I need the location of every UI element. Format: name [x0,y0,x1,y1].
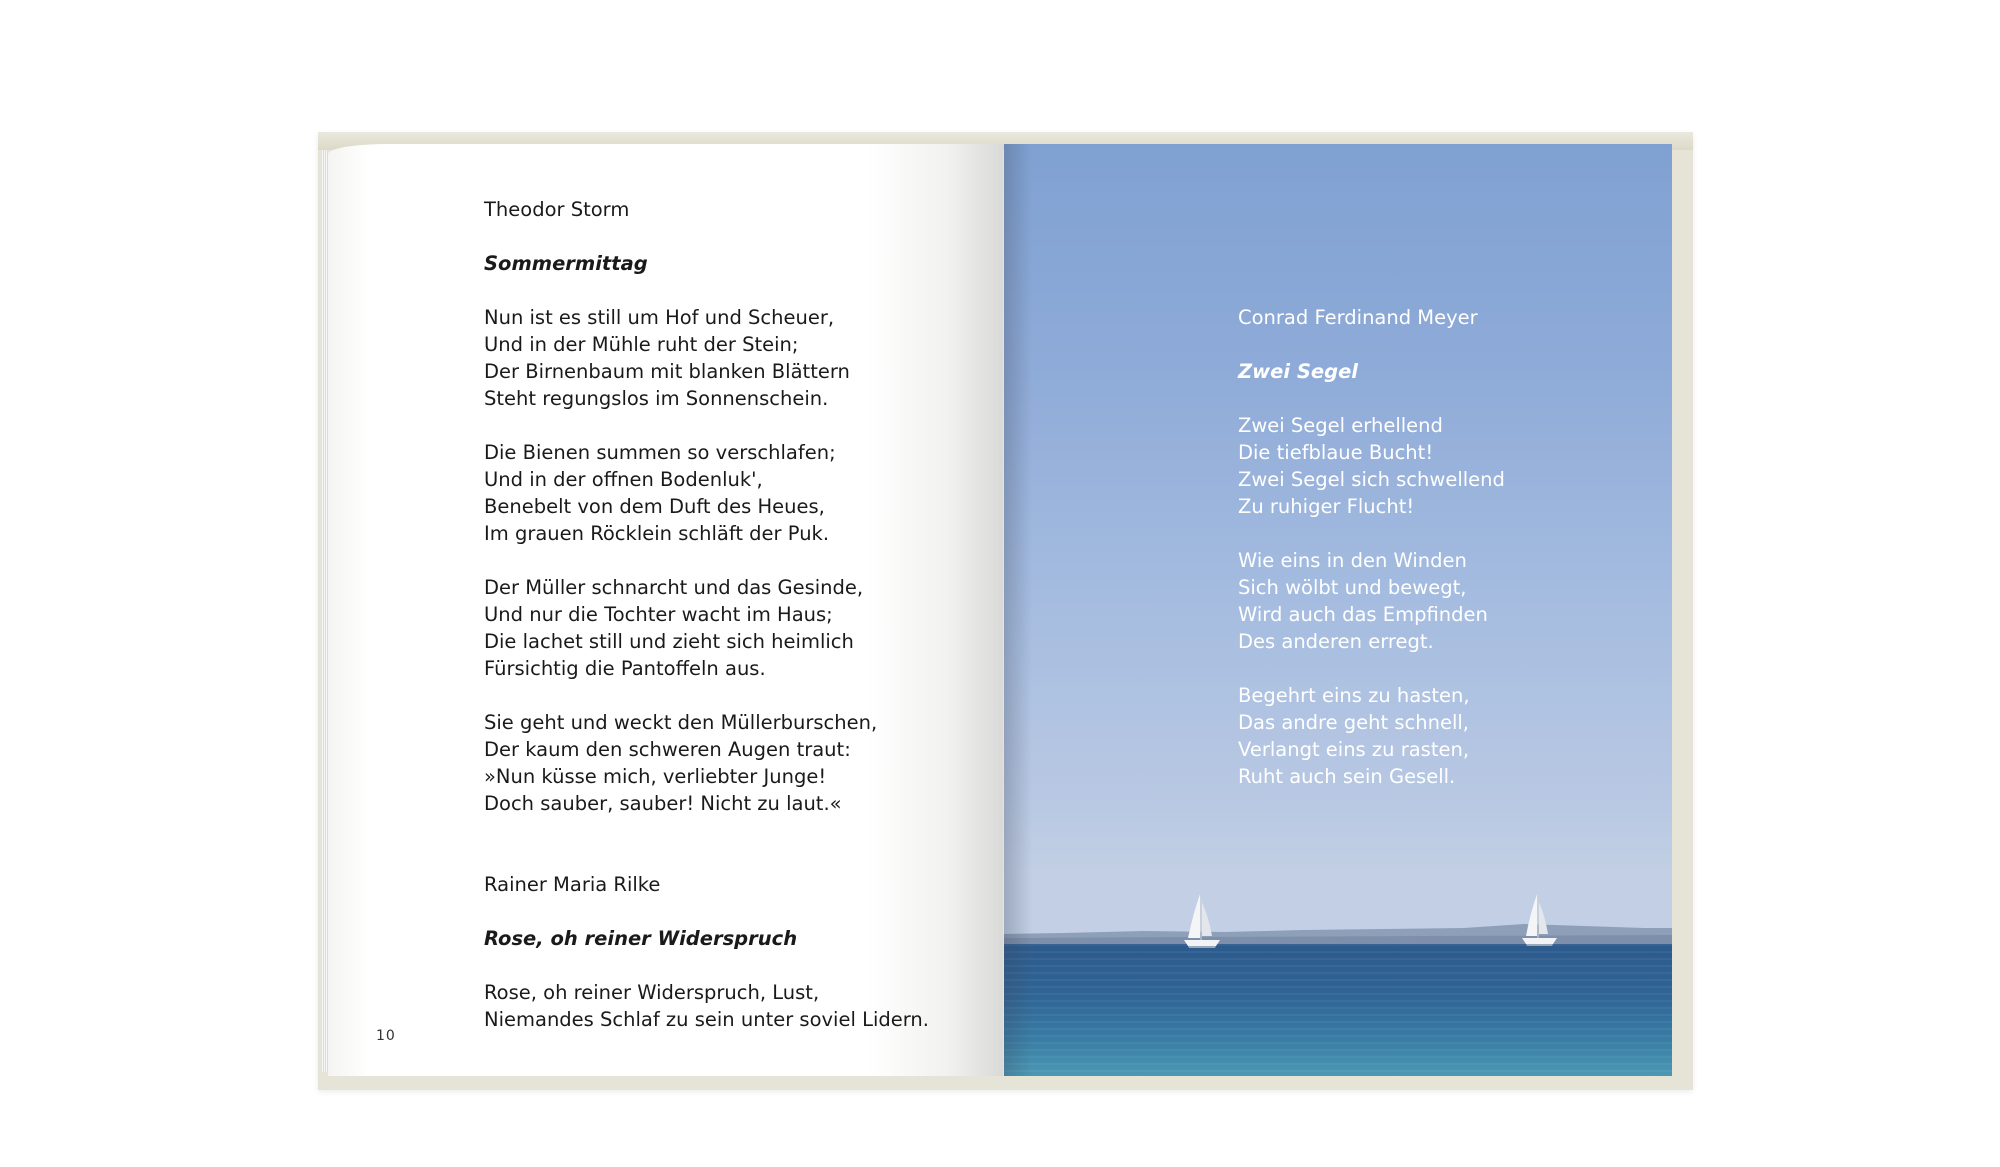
poem-line: »Nun küsse mich, verliebter Junge! [484,765,827,788]
poem-title: Rose, oh reiner Widerspruch [484,927,798,950]
poem-stanza [484,574,929,682]
poem-stanza [484,709,929,817]
distant-hills [1004,920,1672,944]
poem-line: Doch sauber, sauber! Nicht zu laut.« [484,792,842,815]
poem-line: Begehrt eins zu hasten, [1238,684,1470,707]
poem-line: Benebelt von dem Duft des Heues, [484,495,825,518]
poem-line: Die lachet still und zieht sich heimlich [484,630,854,653]
poem-line: Das andre geht schnell, [1238,711,1470,734]
poem-line: Wie eins in den Winden [1238,549,1467,572]
poem-line: Fürsichtig die Pantoffeln aus. [484,657,766,680]
poem-line: Die tiefblaue Bucht! [1238,441,1434,464]
poem-line: Der kaum den schweren Augen traut: [484,738,851,761]
sailboat-icon [1180,892,1226,950]
right-poem [1238,304,1505,817]
poem-line: Sich wölbt und bewegt, [1238,576,1467,599]
poem-line: Der Müller schnarcht und das Gesinde, [484,576,864,599]
poem-rilke [484,871,929,1033]
sea-ripples [1004,944,1672,1076]
sailboat-icon [1519,892,1565,948]
poem-line: Der Birnenbaum mit blanken Blättern [484,360,850,383]
poem-author: Rainer Maria Rilke [484,873,661,896]
poem-title: Zwei Segel [1238,360,1358,383]
poem-title: Sommermittag [484,252,648,275]
poem-line: Und nur die Tochter wacht im Haus; [484,603,833,626]
poem-line: Nun ist es still um Hof und Scheuer, [484,306,835,329]
poem-stanza [1238,412,1505,520]
poem-stanza [1238,682,1505,790]
left-poems [484,196,929,1060]
poem-line: Des anderen erregt. [1238,630,1434,653]
poem-line: Zu ruhiger Flucht! [1238,495,1415,518]
poem-line: Und in der Mühle ruht der Stein; [484,333,799,356]
poem-line: Rose, oh reiner Widerspruch, Lust, [484,981,820,1004]
poem-stanza [484,304,929,412]
poem-line: Ruht auch sein Gesell. [1238,765,1456,788]
poem-line: Im grauen Röcklein schläft der Puk. [484,522,830,545]
poem-line: Und in der offnen Bodenluk', [484,468,763,491]
poem-author: Theodor Storm [484,198,630,221]
poem-line: Zwei Segel sich schwellend [1238,468,1505,491]
poem-stanza [484,439,929,547]
poem-stanza [484,979,929,1033]
poem-storm [484,196,929,817]
poem-author: Conrad Ferdinand Meyer [1238,306,1478,329]
poem-stanza [1238,547,1505,655]
poem-line: Niemandes Schlaf zu sein unter soviel Lidern. [484,1008,929,1031]
page-number: 10 [376,1028,396,1044]
poem-line: Steht regungslos im Sonnenschein. [484,387,829,410]
poem-line: Die Bienen summen so verschlafen; [484,441,836,464]
poem-line: Wird auch das Empfinden [1238,603,1488,626]
poem-line: Zwei Segel erhellend [1238,414,1443,437]
gutter-shadow [1004,144,1032,1076]
poem-line: Verlangt eins zu rasten, [1238,738,1470,761]
poem-line: Sie geht und weckt den Müllerburschen, [484,711,878,734]
